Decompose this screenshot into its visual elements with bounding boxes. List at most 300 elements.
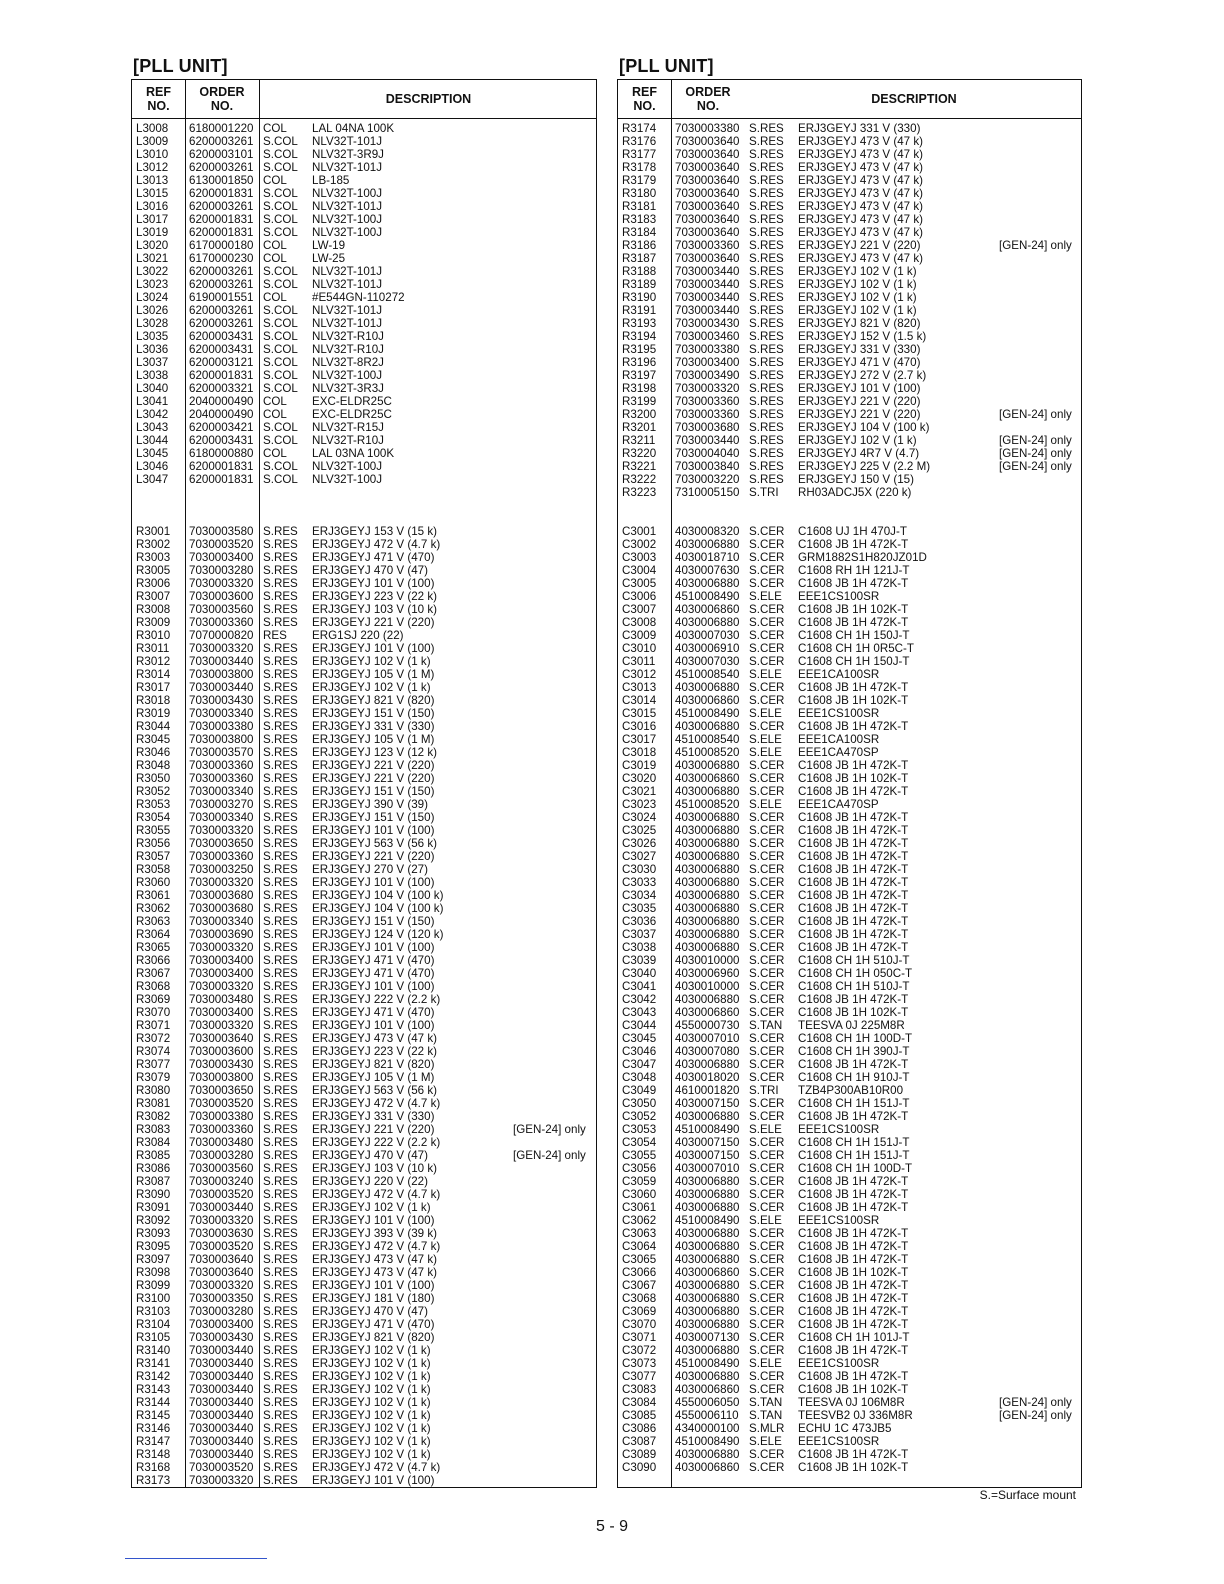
ref-no: C3004	[622, 564, 657, 577]
order-no: 7030003320	[189, 980, 254, 993]
part-type: S.RES	[749, 122, 784, 135]
order-no: 6180000880	[189, 447, 254, 460]
ref-no: R3053	[136, 798, 171, 811]
table-row	[132, 187, 596, 200]
table-row	[132, 421, 596, 434]
ref-no: C3085	[622, 1409, 657, 1422]
order-no: 4030006880	[675, 837, 740, 850]
part-type: S.CER	[749, 1175, 785, 1188]
ref-no: R3085	[136, 1149, 171, 1162]
ref-no: R3074	[136, 1045, 171, 1058]
order-no: 4030006860	[675, 1461, 740, 1474]
part-description: ERJ3GEYJ 105 V (1 M)	[312, 668, 435, 681]
part-description: C1608 JB 1H 472K-T	[798, 902, 909, 915]
part-type: S.CER	[749, 1279, 785, 1292]
part-description: ERJ3GEYJ 151 V (150)	[312, 785, 435, 798]
ref-no: C3064	[622, 1240, 657, 1253]
part-type: S.RES	[263, 720, 298, 733]
part-description: NLV32T-R15J	[312, 421, 384, 434]
table-row	[618, 915, 1081, 928]
order-no: 7030003440	[675, 434, 740, 447]
part-type: S.CER	[749, 772, 785, 785]
part-type: S.RES	[263, 1227, 298, 1240]
table-row	[132, 538, 596, 551]
ref-no: C3010	[622, 642, 657, 655]
order-no: 7030003650	[189, 1084, 254, 1097]
ref-no: R3194	[622, 330, 657, 343]
ref-no: C3087	[622, 1435, 657, 1448]
table-row	[618, 408, 1081, 421]
part-description: NLV32T-100J	[312, 369, 383, 382]
part-note: [GEN-24] only	[999, 1396, 1072, 1409]
part-type: S.RES	[263, 1136, 298, 1149]
part-type: S.RES	[263, 1097, 298, 1110]
part-description: ERJ3GEYJ 103 V (10 k)	[312, 1162, 438, 1175]
ref-no: C3033	[622, 876, 657, 889]
ref-no: C3012	[622, 668, 657, 681]
order-no: 7030003440	[189, 1383, 254, 1396]
part-type: S.CER	[749, 551, 785, 564]
part-type: S.RES	[263, 668, 298, 681]
table-row	[618, 655, 1081, 668]
table-row	[132, 1383, 596, 1396]
part-description: ERJ3GEYJ 4R7 V (4.7)	[798, 447, 920, 460]
ref-no: C3043	[622, 1006, 657, 1019]
table-row	[132, 564, 596, 577]
part-description: NLV32T-3R3J	[312, 382, 384, 395]
part-type: S.COL	[263, 135, 298, 148]
table-row	[132, 941, 596, 954]
order-no: 4030006880	[675, 1201, 740, 1214]
part-type: S.ELE	[749, 1214, 782, 1227]
ref-no: L3016	[136, 200, 169, 213]
table-row	[132, 460, 596, 473]
ref-no: R3046	[136, 746, 171, 759]
part-type: S.ELE	[749, 668, 782, 681]
part-type: S.RES	[263, 837, 298, 850]
part-type: S.RES	[263, 811, 298, 824]
left-section-title: [PLL UNIT]	[133, 56, 228, 76]
ref-no: R3050	[136, 772, 171, 785]
ref-no: L3009	[136, 135, 169, 148]
order-no: 6180001220	[189, 122, 254, 135]
part-type: S.RES	[263, 1071, 298, 1084]
order-no: 4030006880	[675, 720, 740, 733]
table-row	[132, 551, 596, 564]
part-description: C1608 JB 1H 472K-T	[798, 1188, 909, 1201]
part-type: S.RES	[749, 421, 784, 434]
table-row	[132, 1123, 596, 1136]
part-description: ERJ3GEYJ 151 V (150)	[312, 707, 435, 720]
table-row	[618, 811, 1081, 824]
part-type: S.RES	[263, 525, 298, 538]
part-description: C1608 JB 1H 472K-T	[798, 811, 909, 824]
table-row	[132, 1305, 596, 1318]
order-no: 7030003440	[189, 1422, 254, 1435]
part-description: LB-185	[312, 174, 350, 187]
order-no: 7030003520	[189, 538, 254, 551]
ref-no: R3222	[622, 473, 657, 486]
table-row	[618, 369, 1081, 382]
part-description: EEE1CS100SR	[798, 590, 880, 603]
table-row	[618, 1383, 1081, 1396]
ref-no: C3077	[622, 1370, 657, 1383]
part-type: S.CER	[749, 603, 785, 616]
part-type: S.RES	[749, 174, 784, 187]
part-type: S.CER	[749, 824, 785, 837]
ref-no: L3021	[136, 252, 169, 265]
part-type: S.RES	[749, 382, 784, 395]
order-no: 7030003340	[189, 785, 254, 798]
part-description: EEE1CS100SR	[798, 1214, 880, 1227]
table-row	[618, 304, 1081, 317]
ref-no: C3014	[622, 694, 657, 707]
ref-no: R3211	[622, 434, 656, 447]
part-description: C1608 CH 1H 390J-T	[798, 1045, 910, 1058]
order-no: 7030003440	[189, 1435, 254, 1448]
part-description: C1608 CH 1H 150J-T	[798, 655, 910, 668]
ref-no: R3019	[136, 707, 171, 720]
part-type: S.COL	[263, 265, 298, 278]
part-description: ERJ3GEYJ 331 V (330)	[798, 343, 921, 356]
ref-no: R3090	[136, 1188, 171, 1201]
table-row	[618, 642, 1081, 655]
part-description: ERJ3GEYJ 102 V (1 k)	[798, 265, 917, 278]
order-no-header: ORDER NO.	[685, 85, 731, 113]
table-row	[132, 642, 596, 655]
table-row	[618, 1058, 1081, 1071]
part-type: S.COL	[263, 187, 298, 200]
order-no: 4030006880	[675, 1058, 740, 1071]
ref-no: R3187	[622, 252, 657, 265]
part-description: ERJ3GEYJ 331 V (330)	[312, 720, 435, 733]
part-description: C1608 JB 1H 472K-T	[798, 876, 909, 889]
part-type: S.CER	[749, 850, 785, 863]
ref-no: C3054	[622, 1136, 657, 1149]
order-no: 4030007150	[675, 1136, 740, 1149]
part-type: S.TRI	[749, 1084, 779, 1097]
table-row	[618, 1045, 1081, 1058]
order-no: 7030003400	[189, 954, 254, 967]
table-row	[618, 499, 1081, 512]
order-no: 7030003520	[189, 1188, 254, 1201]
part-description: NLV32T-R10J	[312, 434, 384, 447]
part-description: ERJ3GEYJ 471 V (470)	[312, 954, 435, 967]
table-row	[618, 785, 1081, 798]
ref-no: C3067	[622, 1279, 657, 1292]
part-description: TEESVB2 0J 336M8R	[798, 1409, 913, 1422]
part-description: ERJ3GEYJ 104 V (100 k)	[312, 902, 444, 915]
part-type: S.RES	[263, 694, 298, 707]
table-row	[132, 1435, 596, 1448]
part-description: C1608 CH 1H 101J-T	[798, 1331, 910, 1344]
part-type: S.RES	[263, 590, 298, 603]
part-description: TZB4P300AB10R00	[798, 1084, 904, 1097]
page-number: 5 - 9	[595, 1518, 628, 1535]
part-description: C1608 JB 1H 472K-T	[798, 785, 909, 798]
order-no: 4030018020	[675, 1071, 740, 1084]
part-description: ERJ3GEYJ 222 V (2.2 k)	[312, 993, 441, 1006]
ref-no: R3183	[622, 213, 657, 226]
part-description: C1608 JB 1H 472K-T	[798, 1201, 909, 1214]
part-description: ERJ3GEYJ 101 V (100)	[312, 1474, 435, 1487]
ref-no: C3019	[622, 759, 657, 772]
part-description: ERJ3GEYJ 331 V (330)	[312, 1110, 435, 1123]
part-description: LW-25	[312, 252, 346, 265]
order-no: 7030003680	[189, 889, 254, 902]
ref-no: C3003	[622, 551, 657, 564]
part-type: S.TRI	[749, 486, 779, 499]
order-no: 6200003261	[189, 304, 254, 317]
part-description: C1608 CH 1H 151J-T	[798, 1149, 910, 1162]
part-description: ERJ3GEYJ 102 V (1 k)	[312, 1396, 431, 1409]
part-description: NLV32T-101J	[312, 317, 383, 330]
part-type: COL	[263, 408, 287, 421]
part-description: #E544GN-110272	[312, 291, 405, 304]
ref-no: C3061	[622, 1201, 657, 1214]
part-description: ERJ3GEYJ 471 V (470)	[798, 356, 921, 369]
table-row	[618, 902, 1081, 915]
part-description: ERJ3GEYJ 102 V (1 k)	[312, 1370, 431, 1383]
part-description: EEE1CS100SR	[798, 1357, 880, 1370]
ref-no: C3065	[622, 1253, 657, 1266]
part-description: C1608 JB 1H 472K-T	[798, 1240, 909, 1253]
ref-no: R3071	[136, 1019, 171, 1032]
part-type: S.RES	[263, 1006, 298, 1019]
table-row	[132, 356, 596, 369]
ref-no: C3089	[622, 1448, 657, 1461]
part-type: S.RES	[263, 642, 298, 655]
part-description: LAL 03NA 100K	[312, 447, 395, 460]
part-description: ERJ3GEYJ 393 V (39 k)	[312, 1227, 438, 1240]
part-type: S.CER	[749, 655, 785, 668]
table-row	[618, 798, 1081, 811]
ref-no: C3021	[622, 785, 657, 798]
order-no: 7030003800	[189, 1071, 254, 1084]
part-type: S.RES	[749, 265, 784, 278]
part-type: S.RES	[263, 551, 298, 564]
table-row	[618, 577, 1081, 590]
part-description: ERJ3GEYJ 101 V (100)	[312, 980, 435, 993]
right-section-title: [PLL UNIT]	[619, 56, 714, 76]
part-type: S.COL	[263, 343, 298, 356]
table-row	[618, 1292, 1081, 1305]
part-description: NLV32T-100J	[312, 226, 383, 239]
table-row	[618, 1370, 1081, 1383]
part-type: S.RES	[749, 200, 784, 213]
order-no: 6200003261	[189, 278, 254, 291]
order-no: 7030003440	[675, 278, 740, 291]
order-no: 4030006880	[675, 850, 740, 863]
part-description: ERJ3GEYJ 101 V (100)	[798, 382, 921, 395]
part-description: EEE1CA100SR	[798, 668, 880, 681]
ref-no: R3084	[136, 1136, 171, 1149]
order-no: 7030003490	[675, 369, 740, 382]
table-row	[618, 850, 1081, 863]
ref-no: R3091	[136, 1201, 171, 1214]
part-type: S.RES	[749, 226, 784, 239]
part-description: ERJ3GEYJ 221 V (220)	[312, 772, 435, 785]
part-description: NLV32T-101J	[312, 278, 383, 291]
order-no: 6200003431	[189, 343, 254, 356]
ref-no: C3035	[622, 902, 657, 915]
table-row	[618, 525, 1081, 538]
order-no: 7030003440	[189, 1357, 254, 1370]
part-description: ERJ3GEYJ 105 V (1 M)	[312, 733, 435, 746]
part-type: S.CER	[749, 811, 785, 824]
order-no: 7030003520	[189, 1097, 254, 1110]
part-type: S.RES	[263, 876, 298, 889]
part-type: S.COL	[263, 226, 298, 239]
table-row	[132, 213, 596, 226]
ref-no: R3095	[136, 1240, 171, 1253]
order-no: 4030006880	[675, 928, 740, 941]
part-type: S.COL	[263, 434, 298, 447]
part-type: S.RES	[749, 161, 784, 174]
ref-no: L3023	[136, 278, 169, 291]
part-type: COL	[263, 174, 287, 187]
part-type: S.COL	[263, 356, 298, 369]
ref-no: C3025	[622, 824, 657, 837]
part-type: S.CER	[749, 1292, 785, 1305]
table-row	[618, 382, 1081, 395]
part-type: S.TAN	[749, 1396, 783, 1409]
part-type: RES	[263, 629, 287, 642]
ref-no: C3040	[622, 967, 657, 980]
order-no: 7030003360	[675, 239, 740, 252]
part-type: S.RES	[263, 1279, 298, 1292]
table-row	[618, 980, 1081, 993]
ref-no: C3048	[622, 1071, 657, 1084]
order-no: 6170000180	[189, 239, 254, 252]
part-type: S.CER	[749, 1058, 785, 1071]
order-no: 7030003800	[189, 733, 254, 746]
table-row	[618, 1071, 1081, 1084]
order-no: 4550000730	[675, 1019, 740, 1032]
part-type: S.RES	[263, 1149, 298, 1162]
ref-no: R3181	[622, 200, 657, 213]
ref-no: R3069	[136, 993, 171, 1006]
order-no: 6200003101	[189, 148, 254, 161]
ref-no: R3097	[136, 1253, 171, 1266]
ref-no: R3087	[136, 1175, 171, 1188]
order-no: 4510008540	[675, 733, 740, 746]
part-description: ERJ3GEYJ 473 V (47 k)	[798, 213, 924, 226]
part-type: S.CER	[749, 1305, 785, 1318]
right-parts-table	[617, 79, 1082, 1488]
table-row	[132, 1032, 596, 1045]
part-description: ERJ3GEYJ 473 V (47 k)	[312, 1266, 438, 1279]
order-no: 7030003400	[675, 356, 740, 369]
order-no: 7030003440	[189, 681, 254, 694]
ref-no: R3190	[622, 291, 657, 304]
ref-no: C3037	[622, 928, 657, 941]
part-type: S.MLR	[749, 1422, 785, 1435]
part-type: S.COL	[263, 148, 298, 161]
table-row	[132, 902, 596, 915]
part-type: S.ELE	[749, 1357, 782, 1370]
order-no: 7030003340	[189, 915, 254, 928]
part-description: EEE1CA470SP	[798, 798, 879, 811]
table-row	[618, 1162, 1081, 1175]
part-description: C1608 CH 1H 100D-T	[798, 1032, 913, 1045]
table-row	[618, 1409, 1081, 1422]
ref-no: R3105	[136, 1331, 171, 1344]
table-row	[132, 1227, 596, 1240]
part-description: C1608 JB 1H 472K-T	[798, 850, 909, 863]
ref-no: C3027	[622, 850, 657, 863]
order-no: 4030006880	[675, 1344, 740, 1357]
part-description: ERJ3GEYJ 225 V (2.2 M)	[798, 460, 931, 473]
order-no: 7030003680	[675, 421, 740, 434]
part-description: EEE1CA100SR	[798, 733, 880, 746]
ref-no: C3005	[622, 577, 657, 590]
table-row	[132, 1110, 596, 1123]
ref-no: C3070	[622, 1318, 657, 1331]
order-no: 7030003400	[189, 551, 254, 564]
order-no: 4030006880	[675, 1175, 740, 1188]
part-description: ERJ3GEYJ 222 V (2.2 k)	[312, 1136, 441, 1149]
order-no: 4030007030	[675, 629, 740, 642]
ref-no: R3017	[136, 681, 171, 694]
part-type: S.CER	[749, 889, 785, 902]
part-description: NLV32T-8R2J	[312, 356, 384, 369]
part-type: S.CER	[749, 538, 785, 551]
order-no: 7030003480	[189, 1136, 254, 1149]
order-no: 4030007010	[675, 1032, 740, 1045]
ref-no: C3084	[622, 1396, 657, 1409]
part-type: S.COL	[263, 161, 298, 174]
part-type: S.RES	[263, 603, 298, 616]
order-no: 7030003640	[675, 213, 740, 226]
ref-no: R3141	[136, 1357, 171, 1370]
ref-no: R3100	[136, 1292, 171, 1305]
part-type: S.CER	[749, 564, 785, 577]
order-no: 7030003220	[675, 473, 740, 486]
order-no: 4030008320	[675, 525, 740, 538]
order-no: 7030003380	[675, 122, 740, 135]
ref-no: R3198	[622, 382, 657, 395]
part-type: S.RES	[263, 1045, 298, 1058]
ref-no: R3001	[136, 525, 171, 538]
order-no: 7030003560	[189, 603, 254, 616]
table-row	[132, 278, 596, 291]
part-description: ERJ3GEYJ 102 V (1 k)	[798, 304, 917, 317]
part-type: S.COL	[263, 213, 298, 226]
table-row	[618, 538, 1081, 551]
part-type: S.RES	[263, 1292, 298, 1305]
table-row	[618, 1266, 1081, 1279]
order-no: 4030007130	[675, 1331, 740, 1344]
ref-no: R3060	[136, 876, 171, 889]
table-row	[132, 1175, 596, 1188]
part-description: C1608 JB 1H 472K-T	[798, 538, 909, 551]
part-description: ERJ3GEYJ 221 V (220)	[312, 759, 435, 772]
table-row	[132, 1201, 596, 1214]
order-no: 7030003640	[675, 135, 740, 148]
order-no: 7030003360	[675, 408, 740, 421]
ref-no: R3044	[136, 720, 171, 733]
part-type: S.CER	[749, 876, 785, 889]
ref-no: R3199	[622, 395, 657, 408]
part-description: ERJ3GEYJ 221 V (220)	[798, 408, 921, 421]
left-parts-table	[131, 79, 597, 1488]
part-description: C1608 JB 1H 102K-T	[798, 694, 909, 707]
ref-no: L3045	[136, 447, 169, 460]
part-type: S.RES	[263, 1318, 298, 1331]
part-type: S.CER	[749, 1110, 785, 1123]
order-no: 7030003360	[189, 759, 254, 772]
